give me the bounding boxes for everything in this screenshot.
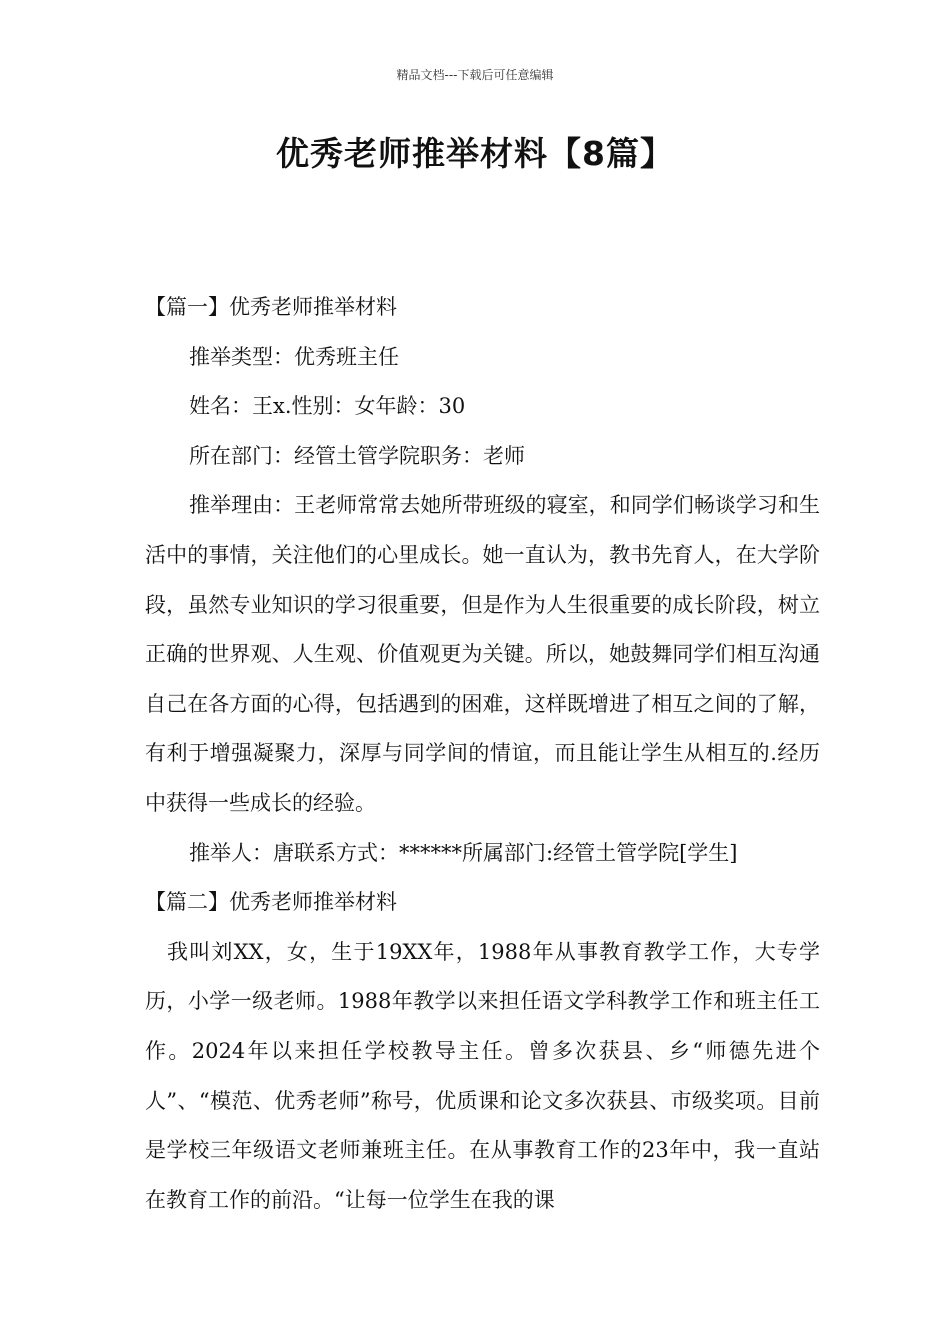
section1-reason-paragraph: 推举理由：王老师常常去她所带班级的寝室，和同学们畅谈学习和生活中的事情，关注他们的心里成长。她一直认为，教书先育人，在大学阶段，虽然专业知识的学习很重要，但是作为人生很重要的成长阶段，树立正确的世界观、人生观、价值观更为关键。所以，她鼓舞同学们相互沟通自己在各方面的心得，包括遇到的困难，这样既增进了相互之间的了解，有利于增强凝聚力，深厚与同学间的情谊，而且能让学生从相互的.经历中获得一些成长的经验。	[145, 493, 820, 815]
document-body	[145, 283, 820, 1225]
section2-heading: 【篇二】优秀老师推举材料	[145, 890, 397, 915]
section1-heading: 【篇一】优秀老师推举材料	[145, 295, 397, 319]
document-title: 优秀老师推举材料【8篇】	[276, 134, 674, 173]
section2-paragraph: 我叫刘XX，女，生于19XX年，1988年从事教育教学工作，大专学历，小学一级老师。1988年教学以来担任语文学科教学工作和班主任工作。2024年以来担任学校教导主任。曾多次获县、乡“师德先进个人”、“模范、优秀老师”称号，优质课和论文多次获县、市级奖项。目前是学校三年级语文老师兼班主任。在从事教育工作的23年中，我一直站在教育工作的前沿。“让每一位学生在我的课	[145, 939, 820, 1212]
header-note: 精品文档---下载后可任意编辑	[396, 68, 554, 82]
section1-type-line: 推举类型：优秀班主任	[189, 344, 399, 369]
section1-dept-line: 所在部门：经管土管学院职务：老师	[189, 443, 525, 468]
section1-recommender-line: 推举人：唐联系方式：******所属部门:经管土管学院[学生]	[189, 840, 738, 865]
section1-name-line: 姓名：王x.性别：女年龄：30	[189, 394, 466, 419]
